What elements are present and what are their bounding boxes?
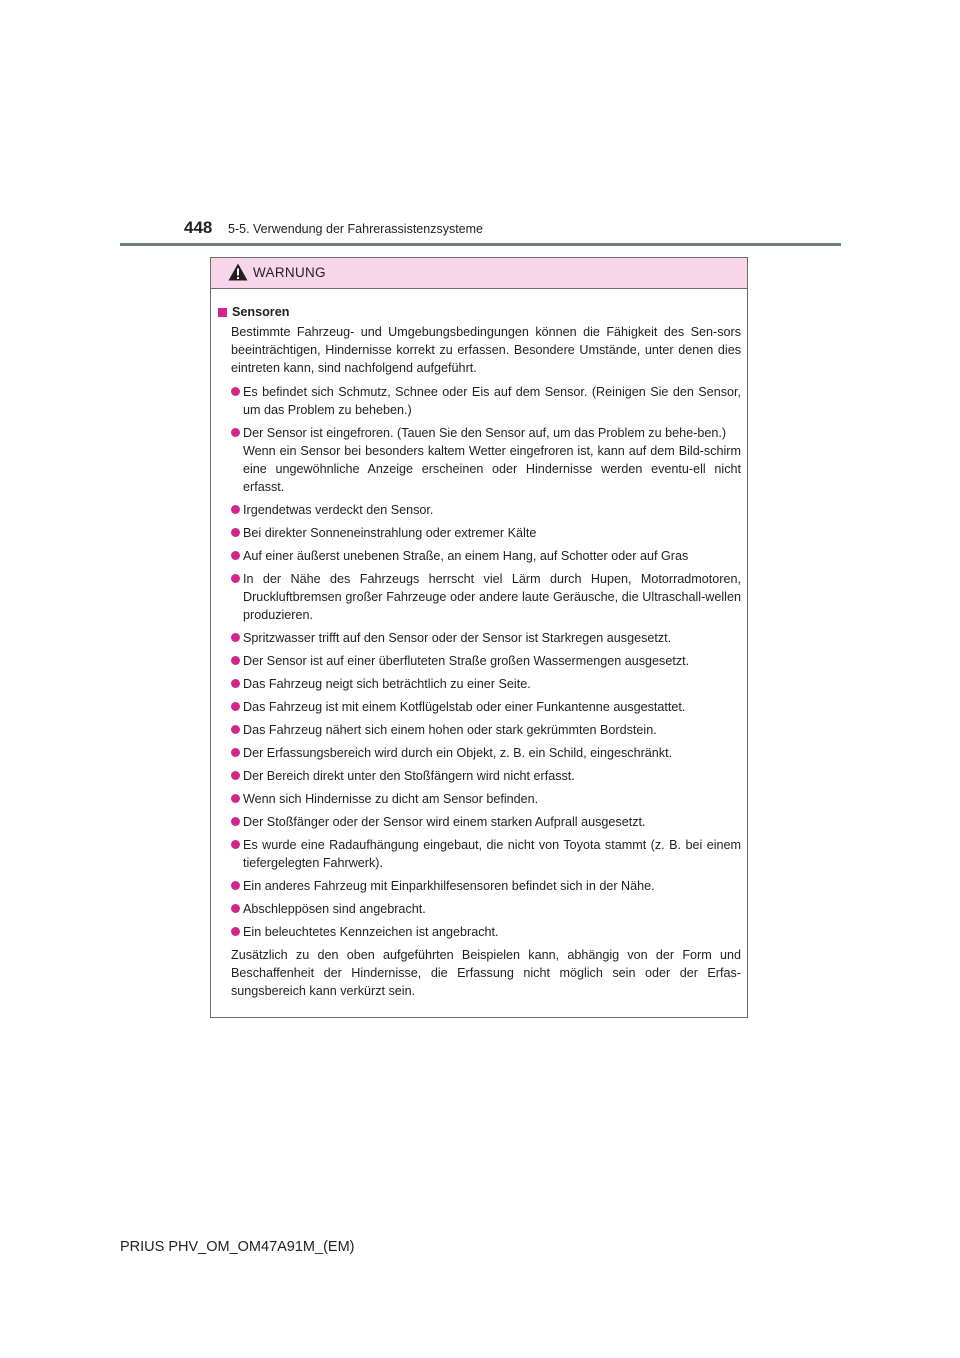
- circle-bullet-icon: [231, 840, 240, 849]
- list-item-text: Der Stoßfänger oder der Sensor wird einem starken Aufprall ausgesetzt.: [243, 815, 646, 829]
- subheading-text: Sensoren: [232, 305, 290, 319]
- list-item: [217, 629, 741, 647]
- document-code: PRIUS PHV_OM_OM47A91M_(EM): [120, 1239, 355, 1255]
- list-item: [217, 675, 741, 693]
- warning-header: [211, 258, 747, 289]
- list-item: [217, 836, 741, 872]
- list-item-text: Der Sensor ist auf einer überfluteten Straße großen Wassermengen ausgesetzt.: [243, 654, 690, 668]
- closing-paragraph: Zusätzlich zu den oben aufgeführten Beispielen kann, abhängig von der Form und Beschaffenheit der Hindernisse, die Erfassung nicht möglich sein oder der Erfas-sungsbereich kann verkürzt sein.: [231, 948, 741, 998]
- circle-bullet-icon: [231, 428, 240, 437]
- list-item: [217, 790, 741, 808]
- list-item-text: Der Sensor ist eingefroren. (Tauen Sie den Sensor auf, um das Problem zu behe-ben.) Wenn ein Sensor bei besonders kaltem Wetter eingefroren ist, kann auf dem Bild-schirm eine ungewöhnliche Anzeige erscheinen oder Hindernisse werden eventu-ell nicht erfasst.: [243, 426, 741, 494]
- list-item: [217, 767, 741, 785]
- list-item-text: Ein beleuchtetes Kennzeichen ist angebracht.: [243, 925, 499, 939]
- list-item-text: Auf einer äußerst unebenen Straße, an einem Hang, auf Schotter oder auf Gras: [243, 549, 689, 563]
- list-item: [217, 501, 741, 519]
- warning-body: [211, 289, 747, 1000]
- circle-bullet-icon: [231, 528, 240, 537]
- list-item-text: Bei direkter Sonneneinstrahlung oder extremer Kälte: [243, 526, 537, 540]
- list-item: [217, 721, 741, 739]
- intro-paragraph: Bestimmte Fahrzeug- und Umgebungsbedingungen können die Fähigkeit des Sen-sors beeinträchtigen, Hindernisse korrekt zu erfassen. Besondere Umstände, unter denen dies eintreten kann, sind nachfolgend aufgeführt.: [231, 325, 741, 375]
- list-item-text: Das Fahrzeug neigt sich beträchtlich zu einer Seite.: [243, 677, 531, 691]
- circle-bullet-icon: [231, 817, 240, 826]
- list-item-text: Es wurde eine Radaufhängung eingebaut, die nicht von Toyota stammt (z. B. bei einem tiefergelegten Fahrwerk).: [243, 838, 741, 870]
- page-number: 448: [184, 218, 213, 237]
- circle-bullet-icon: [231, 551, 240, 560]
- list-item-text: Irgendetwas verdeckt den Sensor.: [243, 503, 434, 517]
- circle-bullet-icon: [231, 904, 240, 913]
- circle-bullet-icon: [231, 927, 240, 936]
- square-bullet-icon: [218, 308, 227, 317]
- circle-bullet-icon: [231, 794, 240, 803]
- section-title: 5-5. Verwendung der Fahrerassistenzsysteme: [228, 222, 483, 236]
- list-item: [217, 877, 741, 895]
- list-item: [217, 524, 741, 542]
- circle-bullet-icon: [231, 633, 240, 642]
- list-item: [217, 383, 741, 419]
- list-item-text: Spritzwasser trifft auf den Sensor oder der Sensor ist Starkregen ausgesetzt.: [243, 631, 672, 645]
- list-item-text: Der Erfassungsbereich wird durch ein Objekt, z. B. ein Schild, eingeschränkt.: [243, 746, 673, 760]
- list-item: [217, 813, 741, 831]
- circle-bullet-icon: [231, 702, 240, 711]
- circle-bullet-icon: [231, 771, 240, 780]
- circle-bullet-icon: [231, 505, 240, 514]
- list-item-text: Der Bereich direkt unter den Stoßfängern wird nicht erfasst.: [243, 769, 575, 783]
- circle-bullet-icon: [231, 748, 240, 757]
- list-item-text: Das Fahrzeug nähert sich einem hohen oder stark gekrümmten Bordstein.: [243, 723, 657, 737]
- circle-bullet-icon: [231, 679, 240, 688]
- list-item: [217, 570, 741, 624]
- list-item: [217, 744, 741, 762]
- list-item-text: Es befindet sich Schmutz, Schnee oder Eis auf dem Sensor. (Reinigen Sie den Sensor, um das Problem zu beheben.): [243, 385, 741, 417]
- list-item: [217, 652, 741, 670]
- list-item: [217, 547, 741, 565]
- list-item: [217, 923, 741, 941]
- list-item-text: Wenn sich Hindernisse zu dicht am Sensor befinden.: [243, 792, 539, 806]
- circle-bullet-icon: [231, 725, 240, 734]
- warning-title: WARNUNG: [253, 265, 326, 280]
- circle-bullet-icon: [231, 387, 240, 396]
- circle-bullet-icon: [231, 574, 240, 583]
- list-item: [217, 698, 741, 716]
- circle-bullet-icon: [231, 881, 240, 890]
- list-item-text: Das Fahrzeug ist mit einem Kotflügelstab oder einer Funkantenne ausgestattet.: [243, 700, 686, 714]
- header-rule: [120, 243, 841, 246]
- warning-triangle-icon: [228, 263, 248, 281]
- list-item: [217, 900, 741, 918]
- list-item-text: Ein anderes Fahrzeug mit Einparkhilfesensoren befindet sich in der Nähe.: [243, 879, 655, 893]
- warning-box: [210, 257, 748, 1018]
- subheading: [217, 303, 741, 321]
- circle-bullet-icon: [231, 656, 240, 665]
- list-item: [217, 424, 741, 496]
- condition-list: [217, 383, 741, 941]
- list-item-text: Abschleppösen sind angebracht.: [243, 902, 426, 916]
- list-item-text: In der Nähe des Fahrzeugs herrscht viel Lärm durch Hupen, Motorradmotoren, Druckluftbremsen großer Fahrzeuge oder andere laute Geräusche, die Ultraschall-wellen produzieren.: [243, 572, 741, 622]
